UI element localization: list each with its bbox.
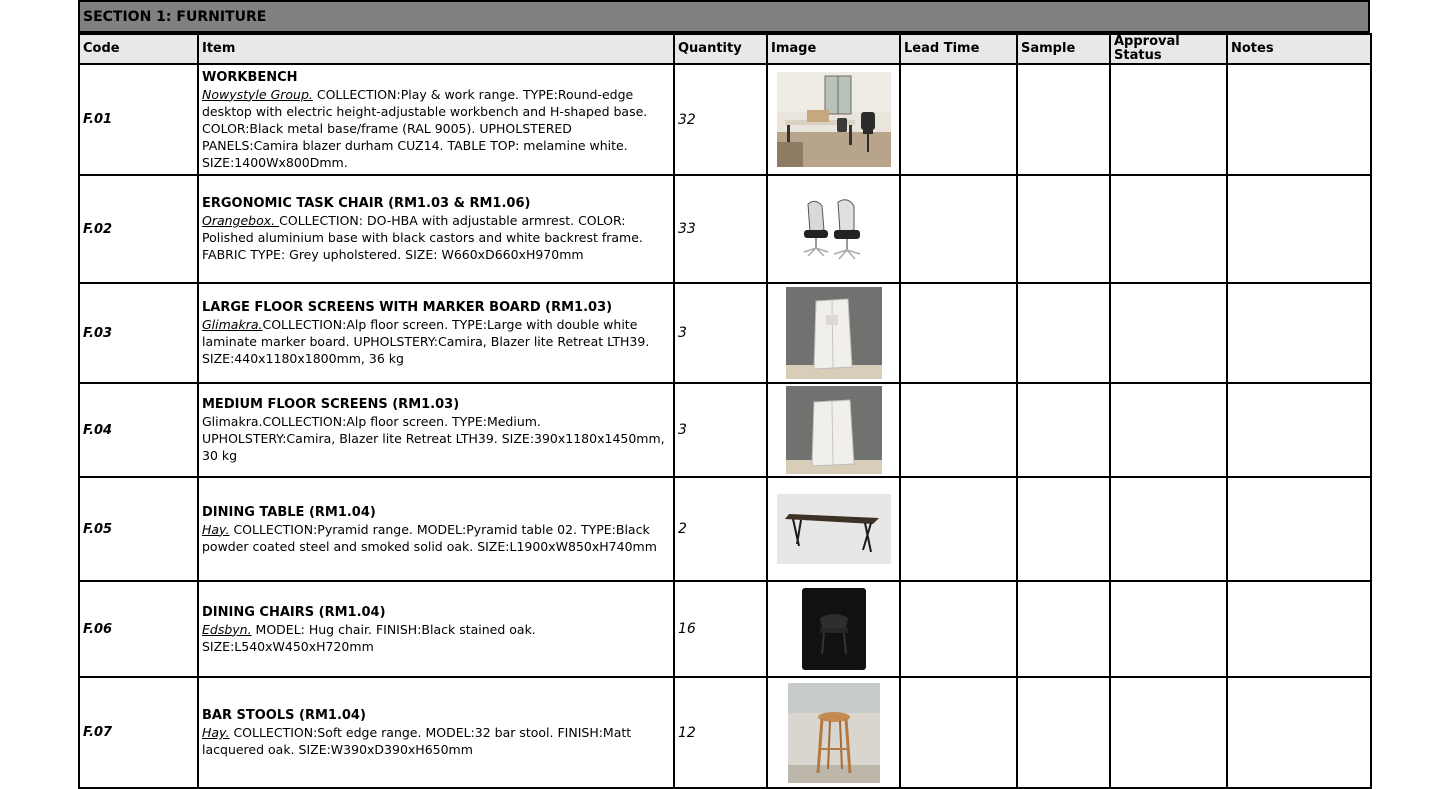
- item-description: [198, 175, 674, 283]
- task-chair-photo: [794, 196, 874, 262]
- furniture-schedule-sheet: [78, 0, 1370, 789]
- table-row: [79, 64, 1371, 175]
- header-image: Image: [767, 34, 900, 64]
- item-code: F.06: [79, 581, 198, 677]
- item-description: [198, 64, 674, 175]
- brand-name: Orangebox.: [202, 213, 280, 228]
- table-row: [79, 581, 1371, 677]
- item-title: DINING CHAIRS (RM1.04): [202, 604, 386, 620]
- item-quantity: 2: [674, 477, 767, 581]
- approval-status-cell[interactable]: [1110, 175, 1227, 283]
- item-description: [198, 677, 674, 788]
- item-image-cell: [767, 383, 900, 477]
- table-row: [79, 383, 1371, 477]
- item-quantity: 3: [674, 283, 767, 383]
- medium-floor-screen-photo: [786, 386, 882, 474]
- item-spec: COLLECTION: DO-HBA with adjustable armrest. COLOR: Polished aluminium base with black castors and white backrest frame. FABRIC TYPE: Grey upholstered. SIZE: W660xD660xH970mm: [202, 213, 643, 262]
- section-title: SECTION 1: FURNITURE: [78, 0, 1370, 33]
- item-title: MEDIUM FLOOR SCREENS (RM1.03): [202, 397, 460, 412]
- dining-table-photo: [777, 494, 891, 564]
- lead-time-cell[interactable]: [900, 383, 1017, 477]
- brand-name: Glimakra.: [202, 317, 263, 332]
- notes-cell[interactable]: [1227, 64, 1371, 175]
- table-row: [79, 175, 1371, 283]
- furniture-table: [78, 33, 1372, 789]
- item-spec: COLLECTION:Pyramid range. MODEL:Pyramid table 02. TYPE:Black powder coated steel and smoked solid oak. SIZE:L1900xW850xH740mm: [202, 521, 657, 554]
- lead-time-cell[interactable]: [900, 677, 1017, 788]
- brand-name: Hay.: [202, 725, 230, 740]
- item-quantity: 12: [674, 677, 767, 788]
- item-title: ERGONOMIC TASK CHAIR (RM1.03 & RM1.06): [202, 196, 531, 211]
- lead-time-cell[interactable]: [900, 64, 1017, 175]
- item-description: [198, 383, 674, 477]
- header-code: Code: [79, 34, 198, 64]
- item-title: DINING TABLE (RM1.04): [202, 504, 376, 520]
- item-spec: COLLECTION:Alp floor screen. TYPE:Large with double white laminate marker board. UPHOLSTERY:Camira, Blazer lite Retreat LTH39. SIZE:440x1180x1800mm, 36 kg: [202, 317, 650, 366]
- item-quantity: 3: [674, 383, 767, 477]
- dining-chair-photo: [802, 588, 866, 670]
- sample-cell[interactable]: [1017, 477, 1110, 581]
- approval-status-cell[interactable]: [1110, 383, 1227, 477]
- item-image-cell: [767, 677, 900, 788]
- sample-cell[interactable]: [1017, 581, 1110, 677]
- notes-cell[interactable]: [1227, 581, 1371, 677]
- item-image-cell: [767, 64, 900, 175]
- item-description: [198, 477, 674, 581]
- item-title: LARGE FLOOR SCREENS WITH MARKER BOARD (RM1.03): [202, 300, 613, 315]
- item-image-cell: [767, 581, 900, 677]
- item-description: [198, 581, 674, 677]
- item-spec: Glimakra.COLLECTION:Alp floor screen. TYPE:Medium. UPHOLSTERY:Camira, Blazer lite Retreat LTH39. SIZE:390x1180x1450mm, 30 kg: [202, 414, 665, 463]
- item-spec: MODEL: Hug chair. FINISH:Black stained oak. SIZE:L540xW450xH720mm: [202, 621, 536, 654]
- table-row: [79, 477, 1371, 581]
- brand-name: Hay.: [202, 521, 230, 537]
- item-spec: COLLECTION:Soft edge range. MODEL:32 bar stool. FINISH:Matt lacquered oak. SIZE:W390xD390xH650mm: [202, 725, 632, 757]
- approval-status-cell[interactable]: [1110, 677, 1227, 788]
- item-image-cell: [767, 477, 900, 581]
- approval-status-cell[interactable]: [1110, 477, 1227, 581]
- item-image-cell: [767, 175, 900, 283]
- item-title: BAR STOOLS (RM1.04): [202, 708, 366, 723]
- lead-time-cell[interactable]: [900, 581, 1017, 677]
- large-floor-screen-photo: [786, 287, 882, 379]
- brand-name: Nowystyle Group.: [202, 86, 313, 102]
- item-quantity: 32: [674, 64, 767, 175]
- sample-cell[interactable]: [1017, 383, 1110, 477]
- notes-cell[interactable]: [1227, 477, 1371, 581]
- notes-cell[interactable]: [1227, 383, 1371, 477]
- header-lead-time: Lead Time: [900, 34, 1017, 64]
- item-code: F.02: [79, 175, 198, 283]
- approval-status-cell[interactable]: [1110, 283, 1227, 383]
- header-notes: Notes: [1227, 34, 1371, 64]
- item-title: WORKBENCH: [202, 69, 298, 85]
- approval-status-cell[interactable]: [1110, 581, 1227, 677]
- header-quantity: Quantity: [674, 34, 767, 64]
- item-code: F.03: [79, 283, 198, 383]
- lead-time-cell[interactable]: [900, 283, 1017, 383]
- item-spec: COLLECTION:Play & work range. TYPE:Round-edge desktop with electric height-adjustable workbench and H-shaped base. COLOR:Black metal base/frame (RAL 9005). UPHOLSTERED PANELS:Camira blazer durham CUZ14. TABLE TOP: melamine white. SIZE:1400Wx800Dmm.: [202, 86, 648, 170]
- lead-time-cell[interactable]: [900, 175, 1017, 283]
- notes-cell[interactable]: [1227, 283, 1371, 383]
- sample-cell[interactable]: [1017, 64, 1110, 175]
- item-quantity: 33: [674, 175, 767, 283]
- table-row: [79, 677, 1371, 788]
- approval-status-cell[interactable]: [1110, 64, 1227, 175]
- sample-cell[interactable]: [1017, 283, 1110, 383]
- sample-cell[interactable]: [1017, 175, 1110, 283]
- item-quantity: 16: [674, 581, 767, 677]
- header-item: Item: [198, 34, 674, 64]
- header-row: [79, 34, 1371, 64]
- item-code: F.05: [79, 477, 198, 581]
- item-code: F.01: [79, 64, 198, 175]
- lead-time-cell[interactable]: [900, 477, 1017, 581]
- item-code: F.07: [79, 677, 198, 788]
- header-sample: Sample: [1017, 34, 1110, 64]
- workbench-photo: [777, 72, 891, 167]
- item-image-cell: [767, 283, 900, 383]
- brand-name: Edsbyn.: [202, 621, 252, 637]
- header-approval-status: Approval Status: [1110, 34, 1227, 64]
- notes-cell[interactable]: [1227, 677, 1371, 788]
- bar-stool-photo: [788, 683, 880, 783]
- sample-cell[interactable]: [1017, 677, 1110, 788]
- item-code: F.04: [79, 383, 198, 477]
- item-description: [198, 283, 674, 383]
- notes-cell[interactable]: [1227, 175, 1371, 283]
- table-row: [79, 283, 1371, 383]
